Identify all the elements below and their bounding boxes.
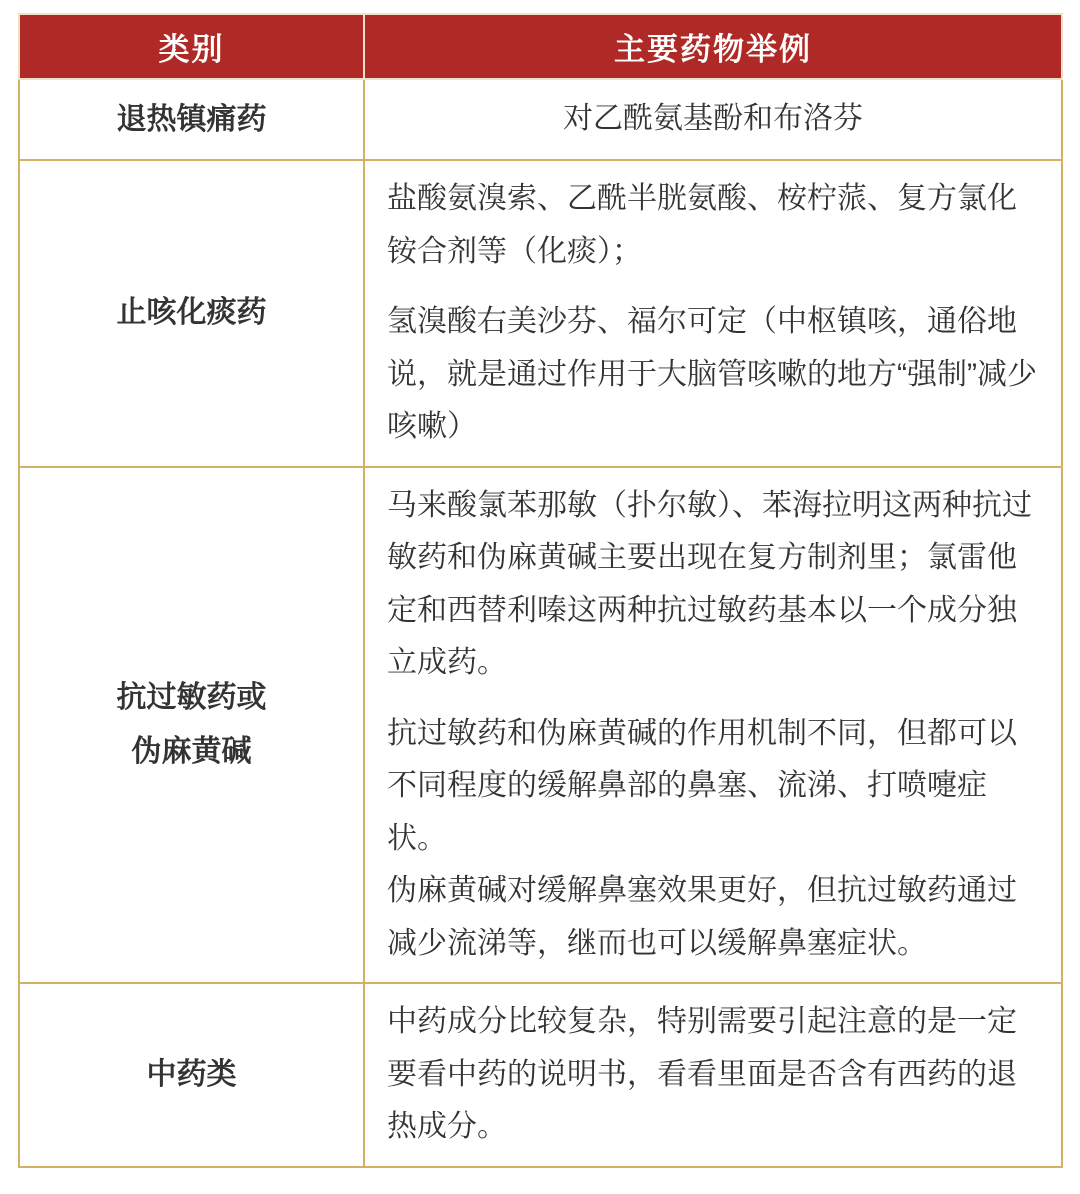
table-row: [18, 80, 1063, 161]
examples-cell: [363, 984, 1063, 1168]
category-label: 退热镇痛药: [116, 102, 267, 136]
example-paragraph: 对乙酰氨基酚和布洛芬: [563, 102, 863, 136]
examples-cell: [363, 468, 1063, 985]
table-row: [18, 984, 1063, 1168]
category-cell: [18, 468, 363, 985]
example-paragraph: 中药成分比较复杂，特别需要引起注意的是一定要看中药的说明书，看看里面是否含有西药的退热成分。: [387, 1005, 1017, 1143]
table-row: [18, 468, 1063, 985]
category-cell: [18, 161, 363, 468]
table-body: [18, 80, 1063, 1168]
examples-cell: [363, 161, 1063, 468]
category-label: 伪麻黄碱: [131, 734, 252, 768]
header-cell-category: 类别: [18, 13, 363, 80]
category-label: 止咳化痰药: [116, 296, 267, 330]
medication-table: [18, 13, 1063, 1168]
category-cell: [18, 80, 363, 161]
example-paragraph: 伪麻黄碱对缓解鼻塞效果更好，但抗过敏药通过减少流涕等，继而也可以缓解鼻塞症状。: [387, 874, 1017, 960]
table-row: [18, 161, 1063, 468]
category-cell: [18, 984, 363, 1168]
header-row: [18, 13, 1063, 80]
example-paragraph: 马来酸氯苯那敏（扑尔敏）、苯海拉明这两种抗过敏药和伪麻黄碱主要出现在复方制剂里；氯雷他定和西替利嗪这两种抗过敏药基本以一个成分独立成药。: [387, 488, 1032, 679]
examples-cell: [363, 80, 1063, 161]
category-label: 中药类: [146, 1057, 237, 1091]
example-paragraph: 盐酸氨溴索、乙酰半胱氨酸、桉柠蒎、复方氯化铵合剂等（化痰）；: [387, 182, 1017, 268]
example-paragraph: 抗过敏药和伪麻黄碱的作用机制不同，但都可以不同程度的缓解鼻部的鼻塞、流涕、打喷嚏症状。: [387, 716, 1017, 855]
example-paragraph: 氢溴酸右美沙芬、福尔可定（中枢镇咳，通俗地说，就是通过作用于大脑管咳嗽的地方“强制”减少咳嗽）: [387, 305, 1037, 443]
header-cell-examples: 主要药物举例: [363, 13, 1063, 80]
category-label: 抗过敏药或: [116, 680, 267, 714]
